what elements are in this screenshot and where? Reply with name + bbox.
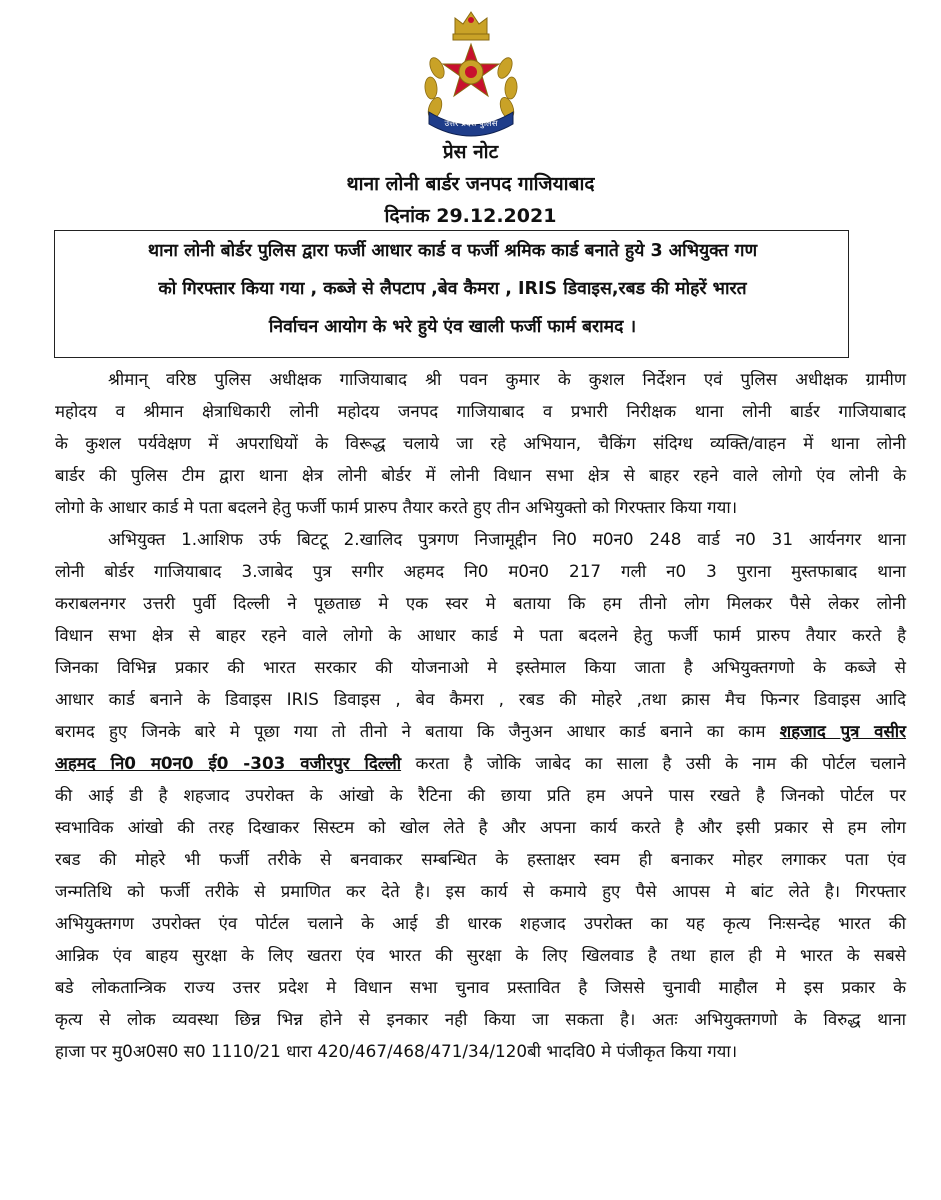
line-7-text: बरामद हुए जिनके बारे मे पूछा गया तो तीनो ने बताया कि जैनुअन आधार कार्ड बनाने का काम [55, 721, 780, 741]
paragraph-1-line-2: महोदय व श्रीमान क्षेत्राधिकारी लोनी महोदय जनपद गाजियाबाद व प्रभारी निरीक्षक थाना लोनी बार्डर गाजियाबाद [55, 401, 906, 421]
paragraph-2-line-5: जिनका विभिन्न प्रकार की भारत सरकार की योजनाओ मे इस्तेमाल किया जाता है अभियुक्तगणो के कब्जे से [55, 657, 906, 677]
paragraph-2-line-16: कृत्य से लोक व्यवस्था छिन्न भिन्न होने से इनकार नही किया जा सकता है। अतः अभियुक्तगणो के विरुद्ध थाना [55, 1009, 906, 1029]
paragraph-2-line-15: बडे लोकतान्त्रिक राज्य उत्तर प्रदेश मे विधान सभा चुनाव प्रस्तावित है जिससे चुनावी माहौल मे इस प्रकार के [55, 977, 906, 997]
paragraph-2-line-6: आधार कार्ड बनाने के डिवाइस IRIS डिवाइस , बेव कैमरा , रबड की मोहरे ,तथा क्रास मैच फिन्गर डिवाइस आदि [55, 689, 906, 709]
paragraph-2-line-4: विधान सभा क्षेत्र से बाहर रहने वाले लोगो के आधार कार्ड मे पता बदलने हेतु फर्जी फार्म प्रारुप तैयार करते है [55, 625, 906, 645]
subject-line-3: निर्वाचन आयोग के भरे हुये एंव खाली फर्जी फार्म बरामद । [268, 317, 637, 337]
paragraph-2-line-9: की आई डी है शहजाद उपरोक्त के आंखो के रैटिना की छाया प्रति हम अपने पास रखते है जिनको पोर्टल पर [55, 785, 906, 805]
accused-name-highlight-2: अहमद नि0 म0न0 ई0 -303 वजीरपुर दिल्ली [55, 753, 402, 773]
paragraph-2-line-17: हाजा पर मु0अ0स0 स0 1110/21 धारा 420/467/468/471/34/120बी भादवि0 मे पंजीकृत किया गया। [55, 1041, 738, 1061]
paragraph-2-line-2: लोनी बोर्डर गाजियाबाद 3.जाबेद पुत्र सगीर अहमद नि0 म0न0 217 गली न0 3 पुराना मुस्तफाबाद थाना [55, 561, 906, 581]
date-heading: दिनांक 29.12.2021 [384, 205, 557, 227]
subject-box [54, 230, 849, 358]
emblem-text: उत्तर प्रदेश पुलिस [444, 119, 498, 129]
line-8-text: करता है जोकि जाबेद का साला है उसी के नाम की पोर्टल चलाने [401, 753, 906, 773]
paragraph-2-line-13: अभियुक्तगण उपरोक्त एंव पोर्टल चलाने के आई डी धारक शहजाद उपरोक्त का यह कृत्य निःसन्देह भारत की [55, 913, 906, 933]
paragraph-2-line-12: जन्मतिथि को फर्जी तरीके से प्रमाणित कर देते है। इस कार्य से कमाये हुए पैसे आपस मे बांट लेते है। गिरफ्तार [55, 881, 906, 901]
paragraph-1-line-1: श्रीमान् वरिष्ठ पुलिस अधीक्षक गाजियाबाद श्री पवन कुमार के कुशल निर्देशन एवं पुलिस अधीक्षक ग्रामीण [108, 369, 906, 389]
paragraph-2-line-7 [55, 720, 906, 743]
emblem-star [443, 44, 499, 96]
subject-line-2: को गिरफ्तार किया गया , कब्जे से लैपटाप ,बेव कैमरा , IRIS डिवाइस,रबड की मोहरें भारत [158, 279, 747, 299]
paragraph-2-line-3: कराबलनगर उत्तरी पुर्वी दिल्ली ने पूछताछ मे एक स्वर मे बताया कि हम तीनो लोग मिलकर पैसे लेकर लोनी [55, 593, 906, 613]
up-police-emblem [415, 8, 527, 140]
paragraph-2-line-10: स्वभाविक आंखो की तरह दिखाकर सिस्टम को खोल लेते है और अपना कार्य करते है और इसी प्रकार से हम लोग [55, 817, 906, 837]
paragraph-1-line-3: के कुशल पर्यवेक्षण में अपराधियों के विरूद्ध चलाये जा रहे अभियान, चैकिंग संदिग्ध व्यक्ति/वाहन में थाना लोनी [55, 433, 906, 453]
press-note-title: प्रेस नोट [442, 141, 499, 163]
paragraph-2-line-14: आन्रिक एंव बाहय सुरक्षा के लिए खतरा एंव भारत की सुरक्षा के लिए खिलवाड है तथा हाल ही मे भारत के सबसे [55, 945, 906, 965]
emblem-crown [453, 12, 489, 40]
subject-line-1: थाना लोनी बोर्डर पुलिस द्वारा फर्जी आधार कार्ड व फर्जी श्रमिक कार्ड बनाते हुये 3 अभियुक्त गण [147, 241, 758, 261]
paragraph-1-line-5: लोगो के आधार कार्ड मे पता बदलने हेतु फर्जी फार्म प्रारुप तैयार करते हुए तीन अभियुक्तो को गिरफ्तार किया गया। [55, 497, 738, 517]
accused-name-highlight-1: शहजाद पुत्र वसीर [779, 721, 906, 741]
paragraph-2-line-8 [55, 752, 906, 775]
paragraph-2-line-11: रबड की मोहरे भी फर्जी तरीके से बनवाकर सम्बन्धित के हस्ताक्षर स्वम ही बनाकर मोहर लगाकर पता एंव [55, 849, 906, 869]
station-heading: थाना लोनी बार्डर जनपद गाजियाबाद [346, 173, 595, 195]
paragraph-2-line-1: अभियुक्त 1.आशिफ उर्फ बिटटू 2.खालिद पुत्रगण निजामूद्दीन नि0 म0न0 248 वार्ड न0 31 आर्यनगर थाना [108, 529, 906, 549]
emblem-banner [429, 112, 513, 136]
paragraph-1-line-4: बार्डर की पुलिस टीम द्वारा थाना क्षेत्र लोनी बोर्डर में लोनी विधान सभा क्षेत्र से बाहर रहने वाले लोगो एंव लोनी के [55, 465, 906, 485]
